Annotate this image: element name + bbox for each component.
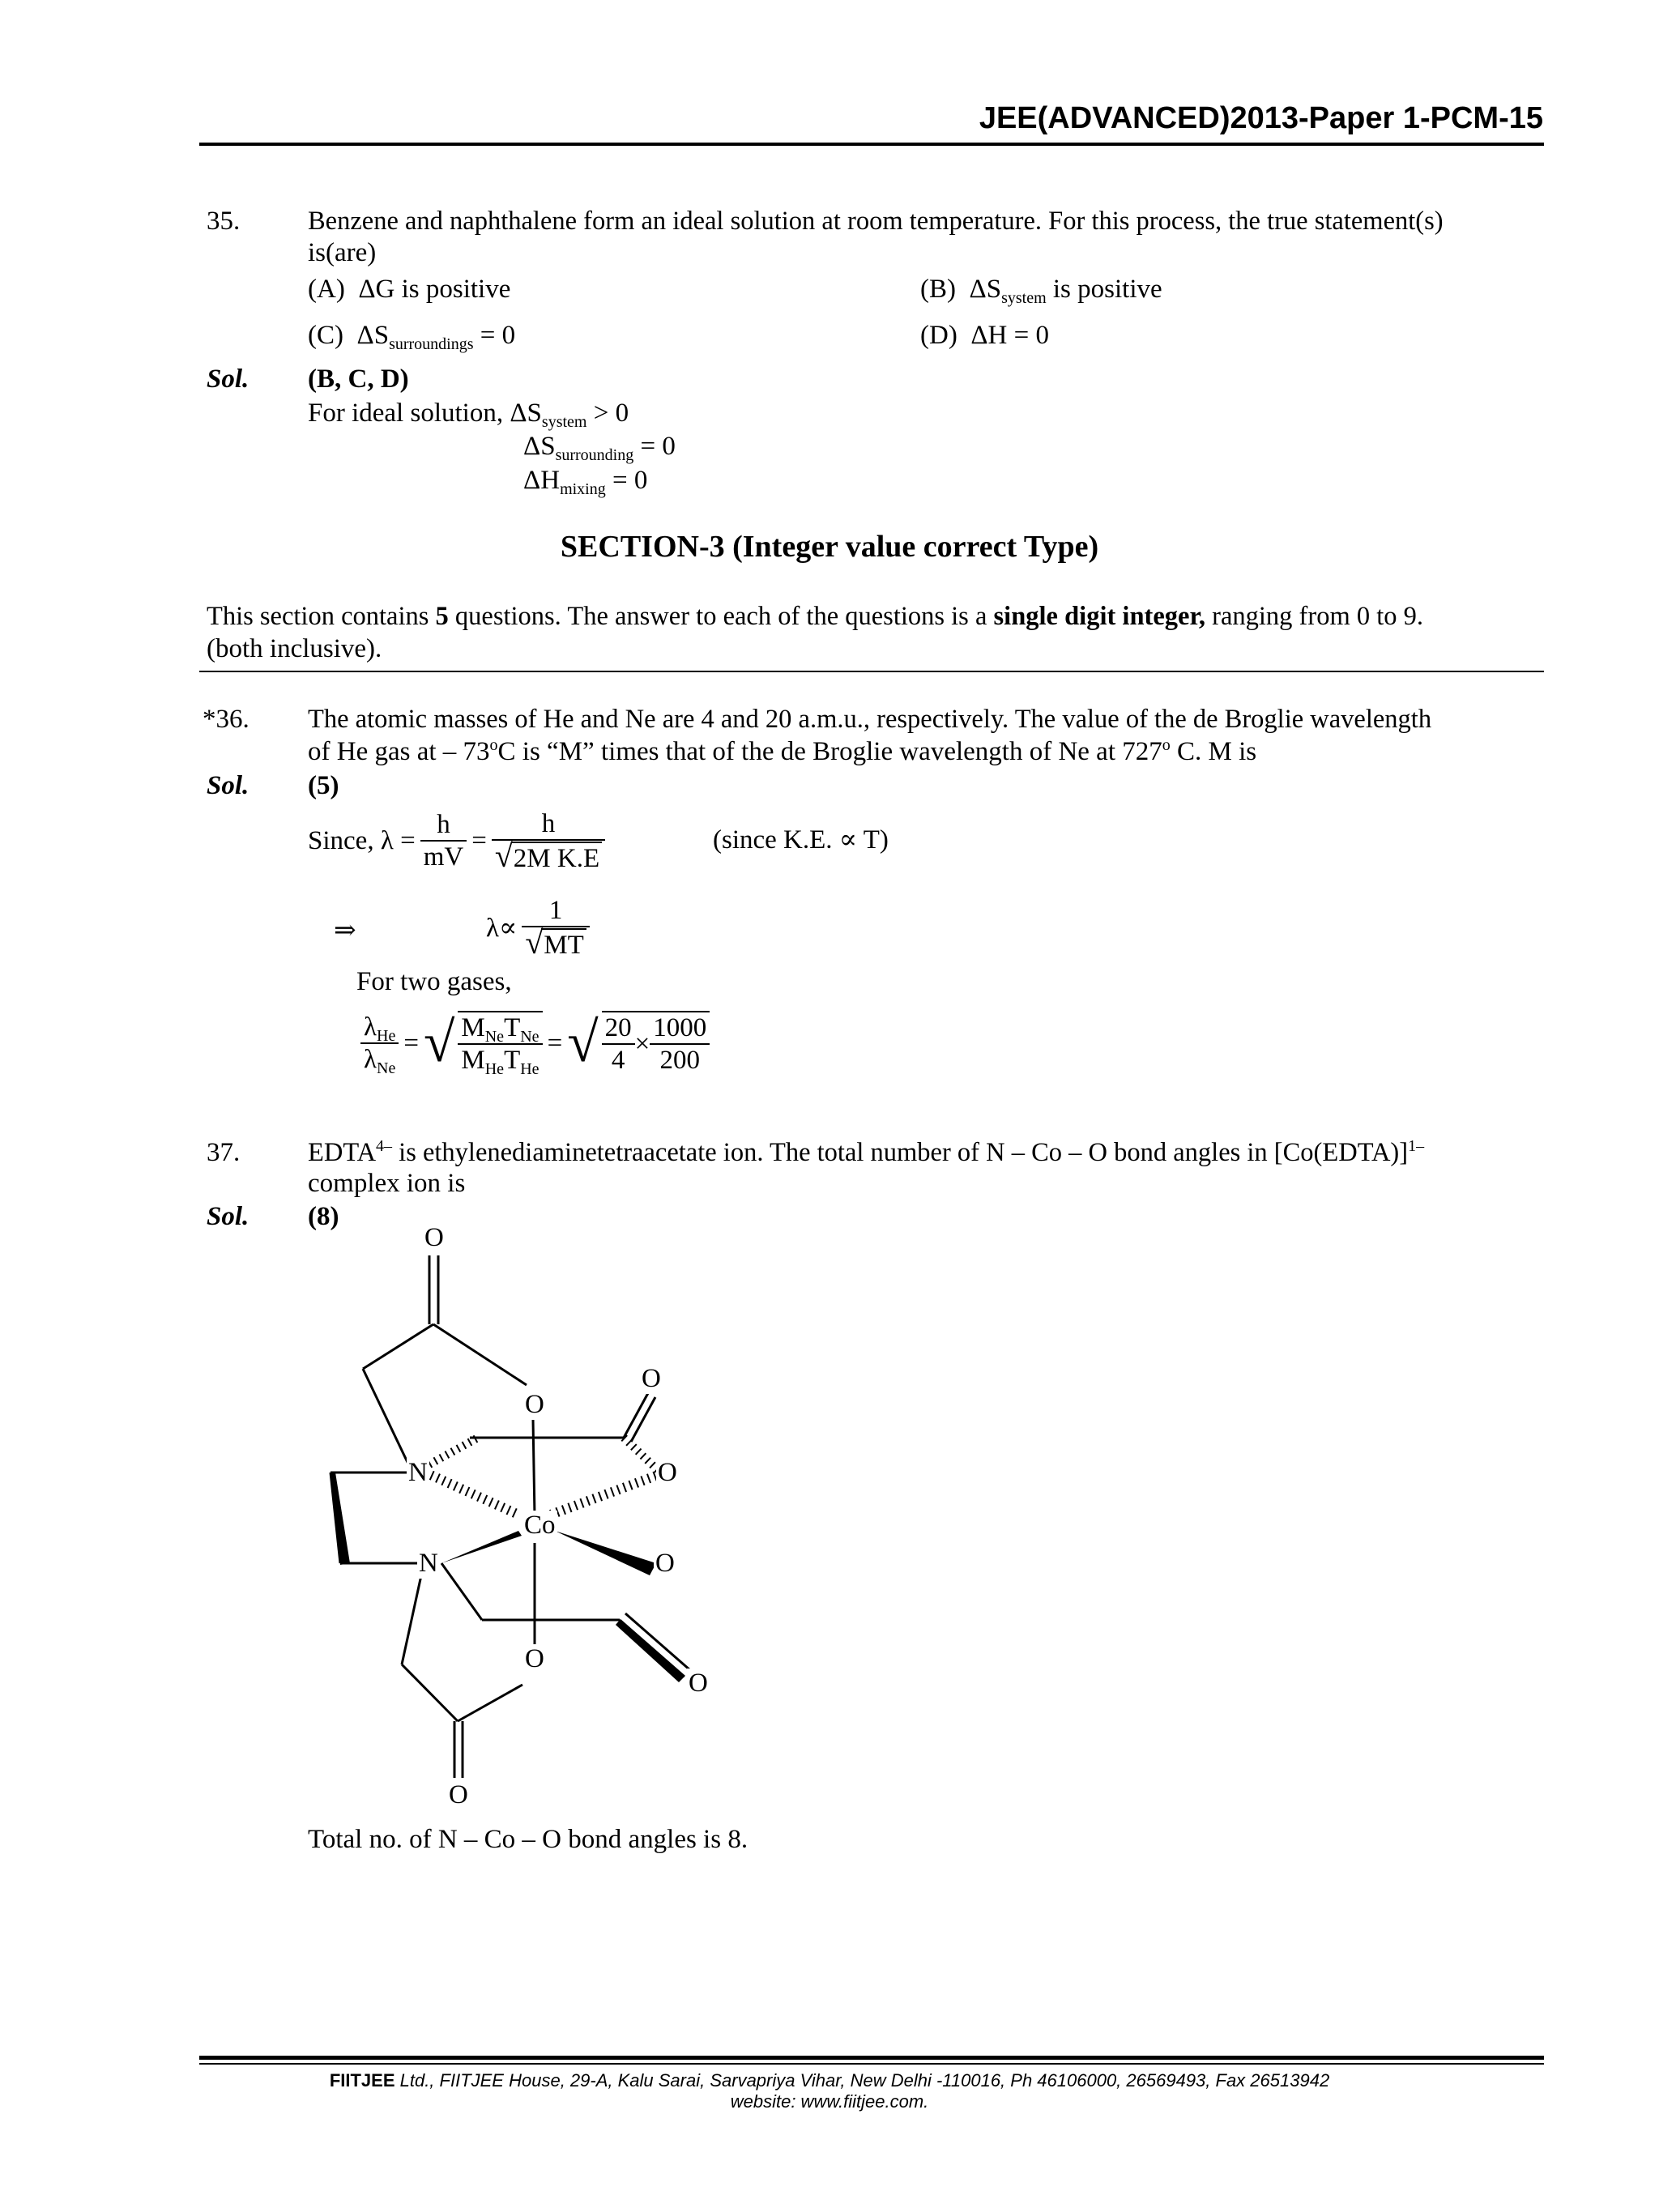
intro-c: questions. The answer to each of the questions is a [448,602,994,631]
sol-line3-sub: mixing [560,480,606,498]
intro-e: ranging from 0 to 9. [1205,602,1424,631]
eq3-equals-1: = [403,1028,419,1058]
option-d-label: (D) [920,321,957,350]
sub-he-2: He [484,1060,505,1078]
wedge-c-o-bottom [616,1620,684,1682]
frac1-num: h [420,809,467,842]
atom-co: Co [524,1511,556,1540]
frac2-num: h [492,808,605,841]
bond-c-o-bottom [458,1685,522,1721]
root-sign-2: √ [567,1012,599,1074]
eq3-equals-2: = [547,1028,563,1058]
lam-ne: λ [364,1045,377,1074]
bond-n2-ch2-right [441,1563,482,1620]
two-gases-label: For two gases, [356,967,512,996]
q36-line1: The atomic masses of He and Ne are 4 and 20 a.m.u., respectively. The value of the de Broglie wavelength [308,705,1432,734]
sol-line2-pre: ΔS [523,432,556,461]
frac2-den: √2M K.E [492,841,605,874]
den-200: 200 [659,1046,700,1075]
intro-a: This section contains [207,602,436,631]
lam-he: λ [364,1012,377,1042]
q35-answer: (B, C, D) [308,364,409,394]
option-c-label: (C) [308,321,343,350]
section-intro-cont: (both inclusive). [207,634,382,663]
eq1-note: (since K.E. ∝ T) [713,825,889,855]
sol-line1-pre: For ideal solution, ΔS [308,399,542,428]
option-c-post: = 0 [473,321,516,350]
option-c-pre: ΔS [356,321,390,350]
option-d-text: ΔH = 0 [970,321,1049,350]
q37-sol-label: Sol. [207,1202,249,1231]
atom-n-1: N [408,1458,428,1487]
m-he: M [461,1046,485,1075]
q35-question: Benzene and naphthalene form an ideal solution at room temperature. For this process, the true statement(s) [308,207,1444,236]
atom-o-right-1: O [658,1458,677,1487]
atom-o-top: O [424,1223,444,1252]
option-b-post: is positive [1046,275,1162,304]
sqrt-2mke: 2M K.E [511,842,602,874]
q36-l2a: of He gas at – 73 [308,737,490,766]
sub-ne-3: Ne [520,1028,539,1046]
footer-brand: FIITJEE [329,2070,395,2091]
q37-l1b: is ethylenediaminetetraacetate ion. The total number of N – Co – O bond angles in [Co(EDTA)] [392,1138,1409,1167]
page-header-title: JEE(ADVANCED)2013-Paper 1-PCM-15 [979,101,1543,135]
wedge-n2-co [441,1531,522,1563]
num-1000: 1000 [650,1012,710,1045]
sol-line1-sub: system [541,413,587,431]
q36-answer: (5) [308,771,339,800]
q35-number: 35. [207,207,241,236]
q35-sol-label: Sol. [207,364,249,394]
q37-answer: (8) [308,1202,339,1231]
sol-line1-post: > 0 [586,399,629,428]
bond-ch2-n1 [363,1369,413,1474]
frac1-den: mV [423,842,464,872]
footer-address [0,2070,1659,2091]
times-sign: × [634,1029,650,1059]
sub-he-1: He [377,1027,396,1045]
intro-b: 5 [435,602,449,631]
atom-o-ring-top: O [525,1390,544,1419]
bond-otop-co [533,1419,535,1516]
atom-o-carbonyl-right-bottom: O [689,1669,708,1698]
atom-o-carbonyl-right-top: O [642,1364,661,1393]
q37-number: 37. [207,1138,241,1167]
q36-l2b: C is “M” times that of the de Broglie wavelength of Ne at 727 [497,737,1162,766]
sol-line2-post: = 0 [633,432,676,461]
atom-o-ring-bottom: O [525,1644,544,1673]
bond-c-ch2-top [363,1324,433,1369]
bond-n2-ch2-bottom [402,1575,421,1664]
hash-n1-ch2 [429,1438,478,1464]
atom-n-2: N [419,1549,438,1578]
t-ne: T [504,1013,521,1042]
footer-rule-2 [199,2063,1544,2065]
q36-number: *36. [203,705,249,734]
hash-c-oright [624,1438,658,1470]
sqrt-mt: MT [541,928,586,961]
sub-he-3: He [520,1060,539,1078]
eq1-equals: = [471,825,487,855]
wedge-ethylene [331,1473,350,1565]
q37-line2: complex ion is [308,1169,466,1198]
bond-c-o-top [433,1324,527,1385]
sol-line2-sub: surrounding [555,446,634,464]
frac3-den: √MT [522,927,589,961]
q37-sup1: 4– [376,1137,393,1155]
num-20: 20 [602,1012,635,1045]
option-b-label: (B) [920,275,956,304]
hash-n1-co [425,1473,518,1515]
t-he: T [504,1046,521,1075]
atom-o-right-2: O [655,1549,675,1578]
q36-sup1: o [489,736,498,754]
wedge-co-oright [555,1531,656,1575]
footer-website: website: www.fiitjee.com. [730,2091,929,2112]
m-ne: M [461,1013,485,1042]
intro-d: single digit integer, [993,602,1206,631]
footer-address-text: Ltd., FIITJEE House, 29-A, Kalu Sarai, Sarvapriya Vihar, New Delhi -110016, Ph 46106000, 26569493, Fax 26513942 [394,2070,1330,2091]
option-c-sub: surroundings [389,335,474,353]
option-b-sub: system [1001,289,1047,307]
bond-ch2-c-bottom [402,1664,458,1721]
sol-line3-post: = 0 [605,466,648,495]
q36-sup2: o [1162,736,1171,754]
atom-o-bottom: O [449,1780,468,1809]
footer-rule-1 [199,2056,1544,2060]
section-title: SECTION-3 (Integer value correct Type) [560,530,1099,564]
q37-l1a: EDTA [308,1138,377,1167]
implies-arrow: ⇒ [334,916,356,945]
option-a-label: (A) [308,275,345,304]
sub-ne-1: Ne [377,1059,396,1077]
q36-l2c: C. M is [1170,737,1257,766]
option-a-text: ΔG is positive [358,275,511,304]
q36-sol-label: Sol. [207,771,249,800]
frac3-num: 1 [522,895,589,927]
q37-conclusion: Total no. of N – Co – O bond angles is 8. [308,1825,748,1854]
sub-ne-2: Ne [484,1028,505,1046]
eq1-since: Since, λ = [308,825,416,855]
q35-question-cont: is(are) [308,238,377,267]
root-sign-1: √ [423,1012,455,1074]
option-b-pre: ΔS [969,275,1002,304]
hash-co-oright [551,1476,656,1515]
den-4: 4 [611,1046,625,1075]
sol-line3-pre: ΔH [523,466,561,495]
q37-sup2: 1– [1408,1137,1425,1155]
eq2-lam-prop: λ∝ [486,914,518,943]
